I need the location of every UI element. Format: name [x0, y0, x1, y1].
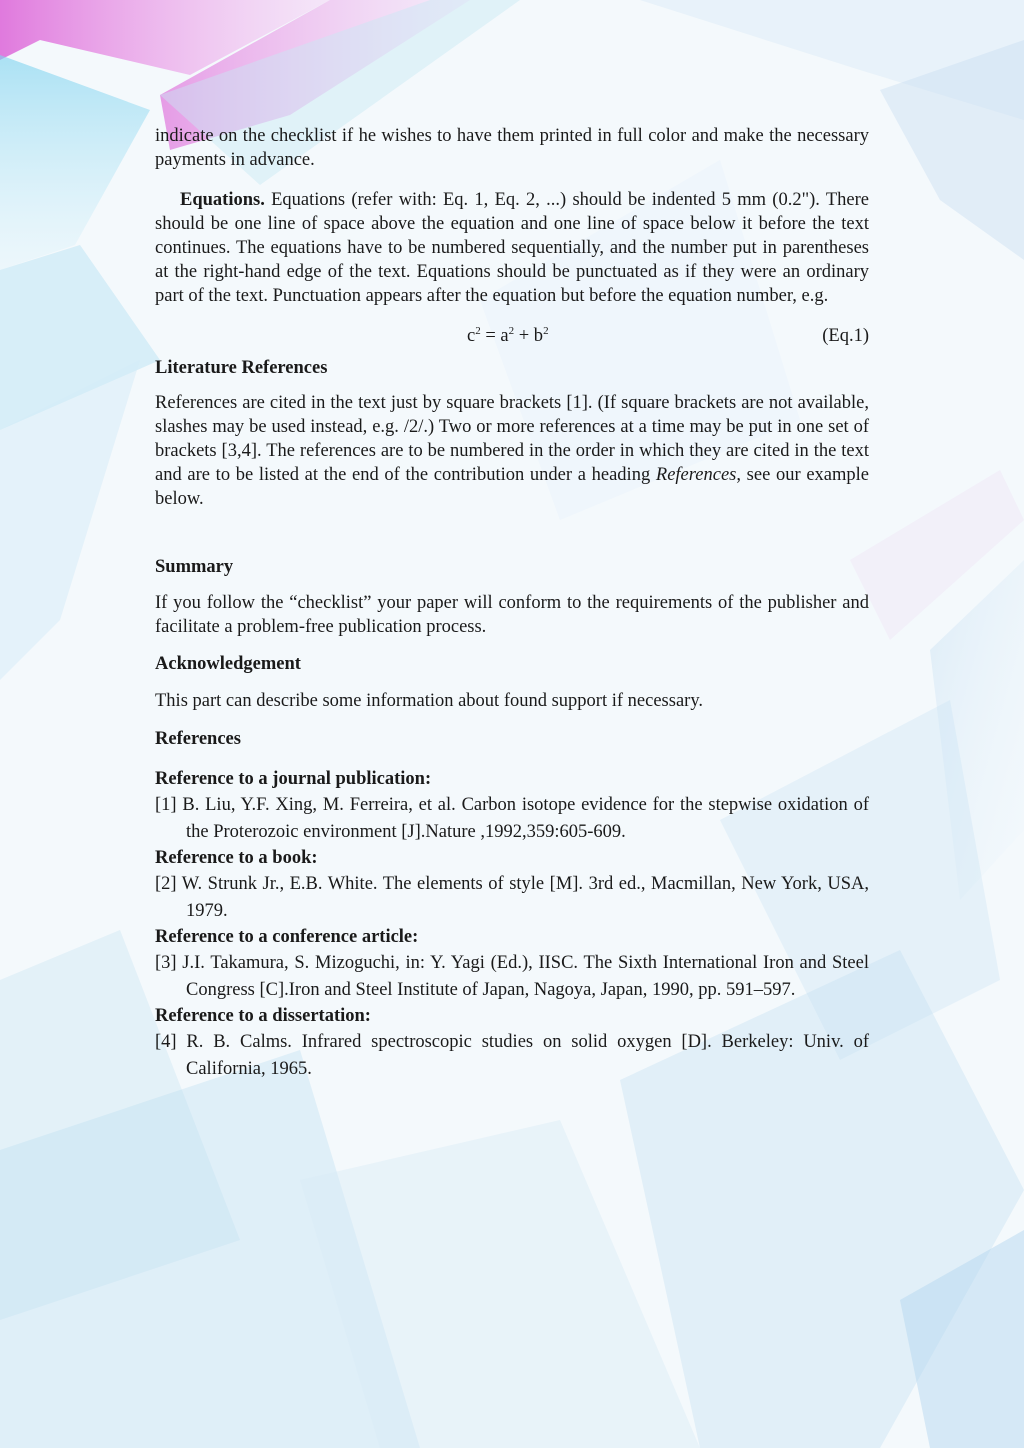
equation-number: (Eq.1)	[822, 326, 869, 346]
heading-literature-references: Literature References	[155, 358, 328, 378]
heading-acknowledgement: Acknowledgement	[155, 654, 301, 674]
paragraph-summary: If you follow the “checklist” your paper will conform to the requirements of the publisher and facilitate a problem-free publication process.	[155, 593, 869, 637]
reference-group-book	[155, 845, 869, 924]
reference-item-3: [3] J.I. Takamura, S. Mizoguchi, in: Y. Yagi (Ed.), IISC. The Sixth International Iron and Steel Congress [C].Iron and Steel Institute of Japan, Nagoya, Japan, 1990, pp. 591–597.	[155, 953, 869, 1000]
reference-group-journal	[155, 766, 869, 845]
equations-label: Equations.	[180, 190, 265, 210]
paragraph-color: indicate on the checklist if he wishes to have them printed in full color and make the necessary payments in advance.	[155, 126, 869, 170]
paragraph-acknowledgement: This part can describe some information about found support if necessary.	[155, 691, 703, 711]
reference-item-2: [2] W. Strunk Jr., E.B. White. The elements of style [M]. 3rd ed., Macmillan, New York, USA, 1979.	[155, 874, 869, 921]
equations-text: Equations (refer with: Eq. 1, Eq. 2, ...) should be indented 5 mm (0.2"). There should be one line of space above the equation and one line of space below it before the text continues. The equations have to be numbered sequentially, and the number put in parentheses at the right-hand edge of the text. Equations should be punctuated as if they were an ordinary part of the text. Punctuation appears after the equation but before the equation number, e.g.	[155, 190, 869, 306]
reference-category: Reference to a dissertation:	[155, 1006, 371, 1026]
equation-row	[155, 322, 869, 350]
page-content	[155, 124, 869, 1082]
equation-formula: $c^2 = a^2 + b^2$	[467, 325, 549, 346]
paragraph-literature-references: References are cited in the text just by square brackets [1]. (If square brackets are not available, slashes may be used instead, e.g. /2/.) Two or more references at a time may be put in one set of brackets [3,4]. The references are to be numbered in the order in which they are cited in the text and are to be listed at the end of the contribution under a heading References, see our example below.	[155, 393, 869, 509]
heading-summary: Summary	[155, 557, 234, 577]
reference-item-4: [4] R. B. Calms. Infrared spectroscopic studies on solid oxygen [D]. Berkeley: Univ. of California, 1965.	[155, 1032, 869, 1079]
reference-item-1: [1] B. Liu, Y.F. Xing, M. Ferreira, et al. Carbon isotope evidence for the stepwise oxidation of the Proterozoic environment [J].Nature ,1992,359:605-609.	[155, 795, 869, 842]
reference-category: Reference to a conference article:	[155, 927, 419, 947]
reference-category: Reference to a journal publication:	[155, 769, 432, 789]
references-italic: References	[655, 465, 737, 485]
reference-category: Reference to a book:	[155, 848, 318, 868]
paragraph-equations	[155, 188, 869, 308]
reference-group-dissertation	[155, 1003, 869, 1082]
heading-references: References	[155, 729, 241, 749]
reference-group-conference	[155, 924, 869, 1003]
